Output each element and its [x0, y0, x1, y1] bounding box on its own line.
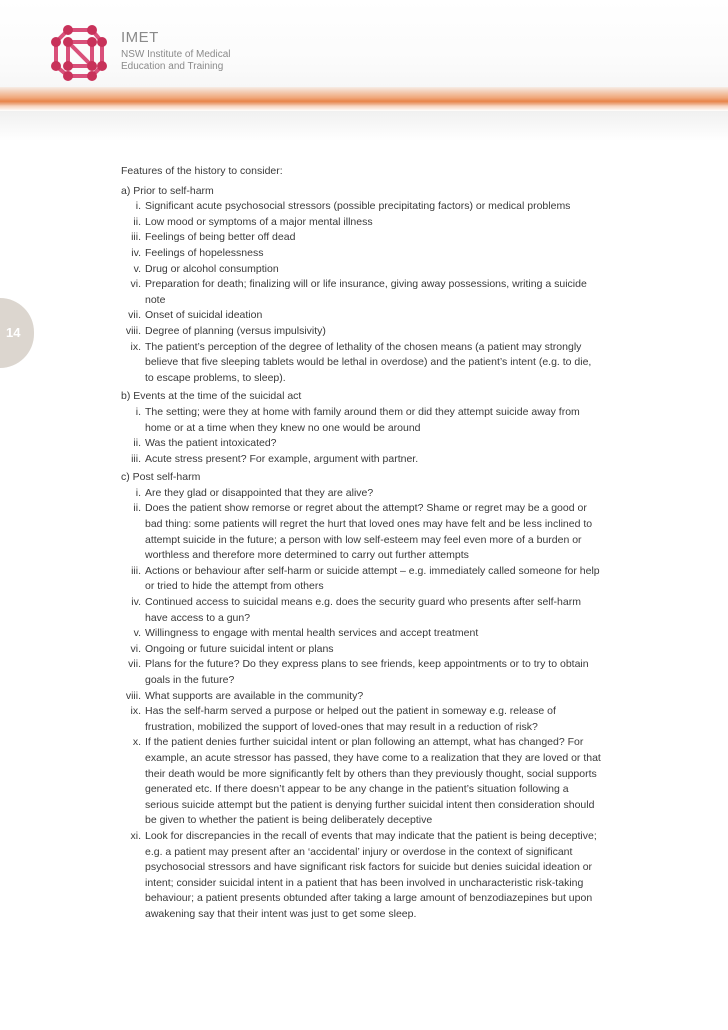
list-item-number: i. [135, 486, 141, 499]
list-item-text: The setting; were they at home with family around them or did they attempt suicide away from home or at a time when they knew no one would be around [145, 405, 580, 434]
list-item-number: viii. [125, 324, 141, 337]
list-item-number: ii. [133, 215, 141, 228]
list-item [121, 689, 601, 705]
list-item [121, 564, 601, 595]
list-item-number: vi. [130, 642, 141, 655]
list-item [121, 642, 601, 658]
list-item-number: iii. [131, 231, 141, 244]
list-item-number: ix. [130, 705, 141, 718]
list-item-number: vi. [130, 278, 141, 291]
list-item [121, 735, 601, 829]
header-shadow [0, 111, 728, 141]
list-item-number: iv. [131, 246, 141, 259]
list-item-text: If the patient denies further suicidal intent or plan following an attempt, what has changed? For example, an acute stressor has passed, they have come to a realization that they are loved or that their death would be more significantly felt by others than they previously thought, social supports generated etc. If there doesn’t appear to be any change in the patient’s situation following a serious suicide attempt but the patient is denying further suicidal intent then consideration should be given to whether the patient is being deliberately deceptive [145, 736, 601, 827]
list-item [121, 595, 601, 626]
list-item-text: Preparation for death; finalizing will or life insurance, giving away possessions, writing a suicide note [145, 278, 587, 306]
list-item [121, 277, 601, 308]
list-item-text: The patient’s perception of the degree of lethality of the chosen means (a patient may strongly believe that five sleeping tablets would be lethal in overdose) and the patient’s intent (e.g. to die, to escape problems, to sleep). [145, 340, 592, 384]
list-item-number: ii. [133, 502, 141, 515]
list-item-number: viii. [125, 689, 141, 702]
page-number: 14 [6, 325, 21, 340]
section-heading: a) Prior to self-harm [121, 184, 214, 197]
list-item-number: vii. [128, 658, 141, 671]
list-item [121, 829, 601, 923]
list-item-number: x. [132, 736, 141, 749]
list-item-text: Onset of suicidal ideation [145, 309, 263, 322]
list-item-text: Willingness to engage with mental health services and accept treatment [145, 627, 479, 640]
list-item-text: Degree of planning (versus impulsivity) [145, 324, 326, 337]
list-item-number: iii. [131, 452, 141, 465]
list-item-number: i. [135, 405, 141, 418]
list-item-text: Plans for the future? Do they express plans to see friends, keep appointments or to try to obtain goals in the future? [145, 658, 589, 686]
list-item-number: v. [133, 627, 141, 640]
list-item [121, 199, 601, 215]
list-item-text: Has the self-harm served a purpose or helped out the patient in someway e.g. release of frustration, mobilized the support of loved-ones that may result in a reduction of risk? [145, 705, 556, 733]
list-item-text: Was the patient intoxicated? [145, 437, 277, 450]
list-item-number: vii. [128, 309, 141, 322]
list-item [121, 436, 601, 452]
list-item-text: Acute stress present? For example, argument with partner. [145, 452, 419, 465]
list-item-text: Drug or alcohol consumption [145, 262, 279, 275]
list-item-text: What supports are available in the community? [145, 689, 364, 702]
list-item [121, 308, 601, 324]
list-item [121, 340, 601, 387]
list-item-number: v. [133, 262, 141, 275]
brand-name: IMET [121, 29, 159, 46]
list-item [121, 215, 601, 231]
brand-subtitle-line: Education and Training [121, 61, 224, 72]
imet-logo-icon [48, 22, 110, 84]
list-item-number: i. [135, 200, 141, 213]
list-item-number: iv. [131, 596, 141, 609]
header-orange-band [0, 87, 728, 111]
document-body [121, 164, 601, 923]
list-item-text: Significant acute psychosocial stressors (possible precipitating factors) or medical problems [145, 200, 571, 213]
list-item [121, 405, 601, 436]
section-heading: c) Post self-harm [121, 471, 201, 484]
list-item [121, 452, 601, 468]
list-item-number: iii. [131, 564, 141, 577]
list-item [121, 657, 601, 688]
list-item-number: ii. [133, 437, 141, 450]
list-item-text: Low mood or symptoms of a major mental illness [145, 215, 373, 228]
list-item-text: Look for discrepancies in the recall of events that may indicate that the patient is being deceptive; e.g. a patient may present after an ‘accidental’ injury or overdose in the context of significant psychosocial stressors and have significant risk factors for suicide but denies suicidal ideation or intent; consider suicidal intent in a patient that has been involved in uncharacteristic risk-taking behaviour; a patient presents obtunded after taking a large amount of benzodiazepines but upon awakening say that their intent was just to get some sleep. [145, 829, 597, 920]
list-item [121, 230, 601, 246]
list-item [121, 501, 601, 563]
intro-text: Features of the history to consider: [121, 165, 283, 177]
list-item-text: Feelings of being better off dead [145, 231, 296, 244]
list-item [121, 262, 601, 278]
list-item [121, 246, 601, 262]
list-item [121, 626, 601, 642]
list-item [121, 704, 601, 735]
list-item [121, 486, 601, 502]
list-item-text: Are they glad or disappointed that they are alive? [145, 486, 374, 499]
brand-subtitle [121, 49, 261, 73]
list-item-text: Does the patient show remorse or regret about the attempt? Shame or regret may be a good or bad thing: some patients will regret the hurt that loved ones may have felt and be less inclined to attempt suicide in the future; a person with low self-esteem may feel even more of a burden or worthless and therefore more determined to carry out further attempts [145, 502, 593, 562]
list-item-number: ix. [130, 340, 141, 353]
list-item-text: Actions or behaviour after self-harm or suicide attempt – e.g. immediately called someone for help or tried to hide the attempt from others [145, 564, 600, 593]
list-item-text: Continued access to suicidal means e.g. does the security guard who presents after self-harm have access to a gun? [145, 596, 581, 624]
list-item [121, 324, 601, 340]
brand-subtitle-line: NSW Institute of Medical [121, 49, 231, 60]
list-item-text: Ongoing or future suicidal intent or plans [145, 642, 334, 655]
list-item-number: xi. [130, 829, 141, 842]
section-heading: b) Events at the time of the suicidal act [121, 390, 302, 403]
list-item-text: Feelings of hopelessness [145, 246, 264, 259]
